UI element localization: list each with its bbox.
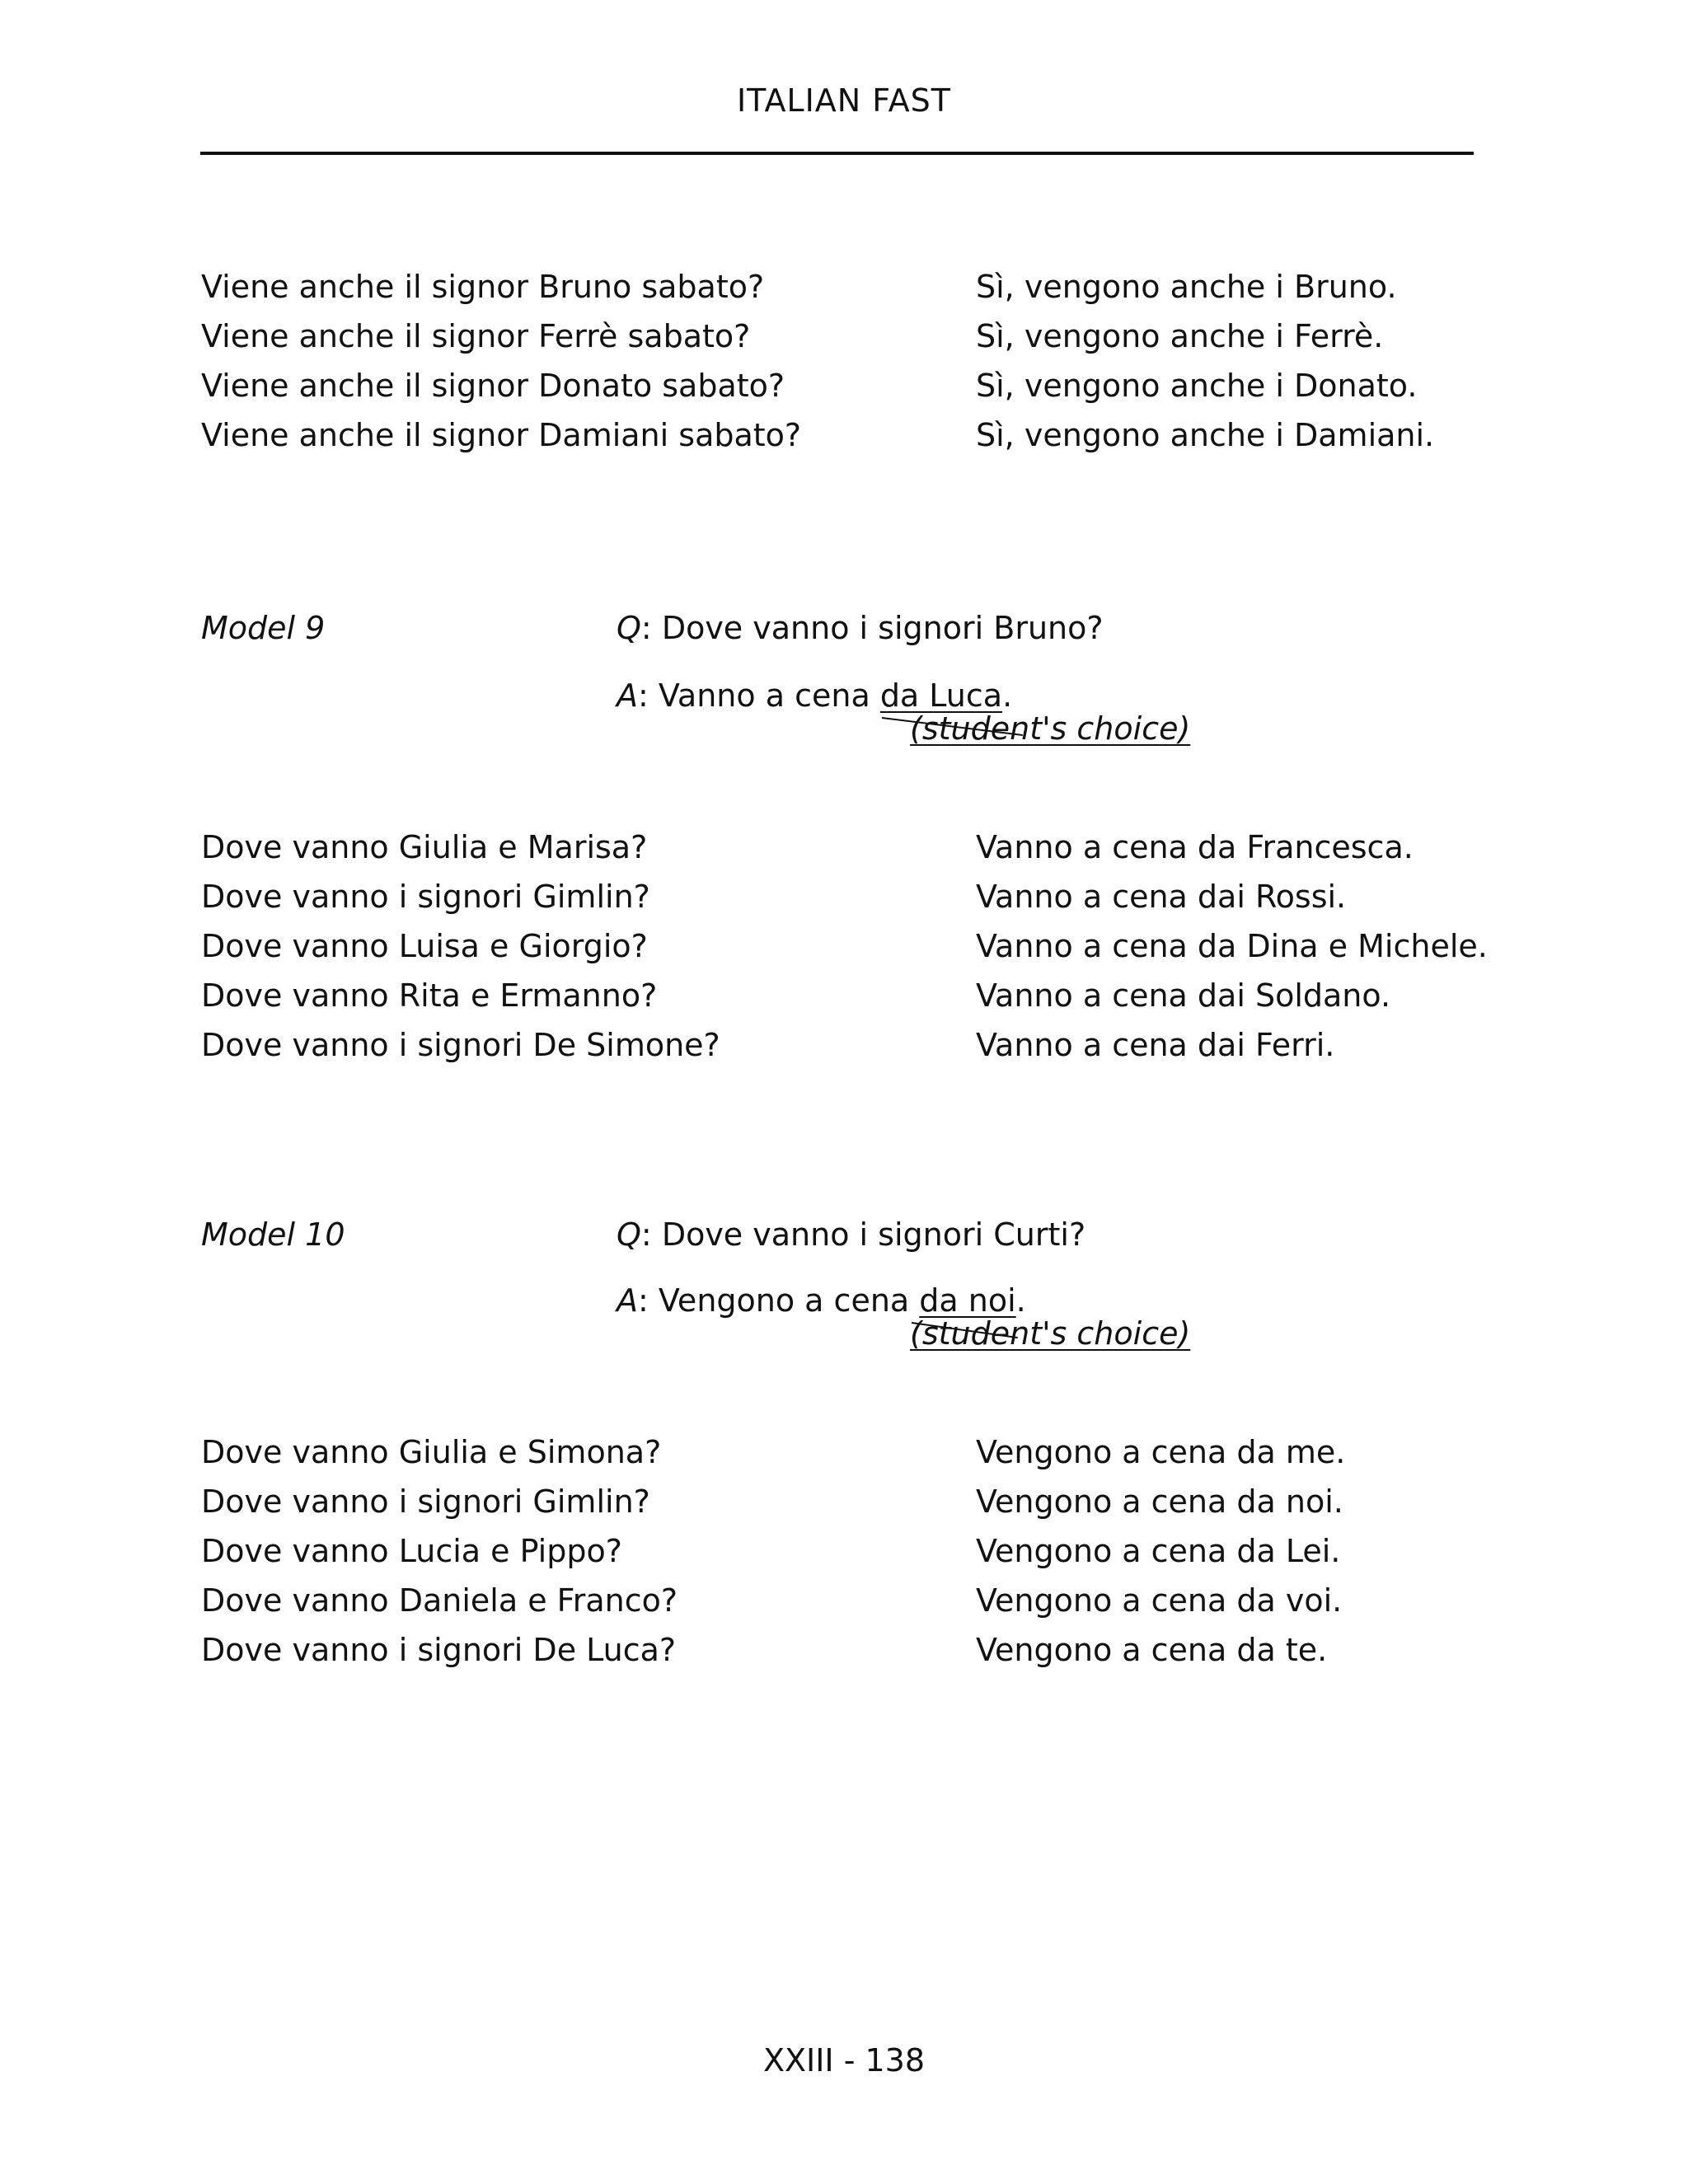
drill-block-3 [201, 1427, 1536, 1675]
drill-row [201, 921, 1536, 971]
drill-row [201, 262, 1536, 312]
answer-text: Vanno a cena da Dina e Michele. [976, 928, 1488, 964]
answer-letter: A [617, 677, 638, 714]
model-10-label: Model 10 [201, 1216, 345, 1253]
colon: : [640, 610, 662, 646]
answer-text: Vengono a cena da me. [976, 1434, 1346, 1470]
question-text: Dove vanno i signori Gimlin? [201, 879, 650, 915]
question-text: Dove vanno Giulia e Simona? [201, 1434, 662, 1470]
drill-row [201, 872, 1536, 921]
drill-block-2 [201, 823, 1536, 1070]
drill-row [201, 361, 1536, 410]
model-answer-end: . [1002, 677, 1013, 714]
drill-row [201, 1477, 1536, 1526]
answer-text: Vanno a cena dai Soldano. [976, 977, 1391, 1014]
drill-row [201, 1526, 1536, 1576]
model-9-label: Model 9 [201, 610, 326, 646]
question-letter: Q [617, 1216, 641, 1253]
model-9-answer [617, 677, 1012, 714]
question-text: Dove vanno Luisa e Giorgio? [201, 928, 648, 964]
model-answer-underlined: da Luca [879, 677, 1003, 714]
drill-row [201, 312, 1536, 361]
question-letter: Q [617, 610, 641, 646]
question-text: Dove vanno Daniela e Franco? [201, 1582, 678, 1619]
drill-row [201, 1576, 1536, 1625]
model-10-student-choice-note: (student's choice) [910, 1315, 1191, 1352]
answer-text: Vanno a cena da Francesca. [976, 829, 1414, 865]
answer-text: Vengono a cena da voi. [976, 1582, 1343, 1619]
colon: : [640, 1216, 662, 1253]
model-10-answer [617, 1282, 1026, 1319]
question-text: Dove vanno Lucia e Pippo? [201, 1533, 622, 1569]
colon: : [638, 1282, 659, 1319]
answer-text: Vengono a cena da Lei. [976, 1533, 1341, 1569]
model-answer-underlined: da noi [919, 1282, 1016, 1319]
answer-text: Sì, vengono anche i Damiani. [976, 417, 1435, 453]
question-text: Dove vanno i signori Gimlin? [201, 1483, 650, 1520]
answer-text: Sì, vengono anche i Ferrè. [976, 318, 1384, 354]
answer-text: Vanno a cena dai Rossi. [976, 879, 1347, 915]
answer-text: Vengono a cena da te. [976, 1632, 1328, 1668]
drill-row [201, 823, 1536, 872]
drill-row [201, 971, 1536, 1020]
question-text: Dove vanno i signori De Simone? [201, 1027, 720, 1063]
answer-letter: A [617, 1282, 638, 1319]
model-10-question [617, 1216, 1085, 1253]
question-text: Viene anche il signor Damiani sabato? [201, 417, 802, 453]
page-header-title: ITALIAN FAST [736, 82, 952, 119]
header-rule [200, 152, 1474, 155]
model-answer-text: Vengono a cena [658, 1282, 920, 1319]
model-answer-end: . [1015, 1282, 1026, 1319]
question-text: Dove vanno Giulia e Marisa? [201, 829, 648, 865]
colon: : [638, 677, 659, 714]
answer-text: Sì, vengono anche i Bruno. [976, 269, 1397, 305]
drill-row [201, 410, 1536, 460]
model-answer-text: Vanno a cena [658, 677, 880, 714]
page-number: XXIII - 138 [762, 2042, 926, 2079]
answer-text: Vengono a cena da noi. [976, 1483, 1343, 1520]
model-question-text: Dove vanno i signori Bruno? [661, 610, 1104, 646]
question-text: Viene anche il signor Donato sabato? [201, 368, 785, 404]
drill-row [201, 1625, 1536, 1675]
drill-row [201, 1427, 1536, 1477]
question-text: Viene anche il signor Ferrè sabato? [201, 318, 751, 354]
answer-text: Sì, vengono anche i Donato. [976, 368, 1418, 404]
drill-block-1 [201, 262, 1536, 460]
model-question-text: Dove vanno i signori Curti? [661, 1216, 1086, 1253]
model-9-student-choice-note: (student's choice) [910, 710, 1191, 747]
question-text: Dove vanno i signori De Luca? [201, 1632, 677, 1668]
model-9-question [617, 610, 1104, 646]
drill-row [201, 1020, 1536, 1070]
question-text: Viene anche il signor Bruno sabato? [201, 269, 765, 305]
question-text: Dove vanno Rita e Ermanno? [201, 977, 658, 1014]
answer-text: Vanno a cena dai Ferri. [976, 1027, 1335, 1063]
